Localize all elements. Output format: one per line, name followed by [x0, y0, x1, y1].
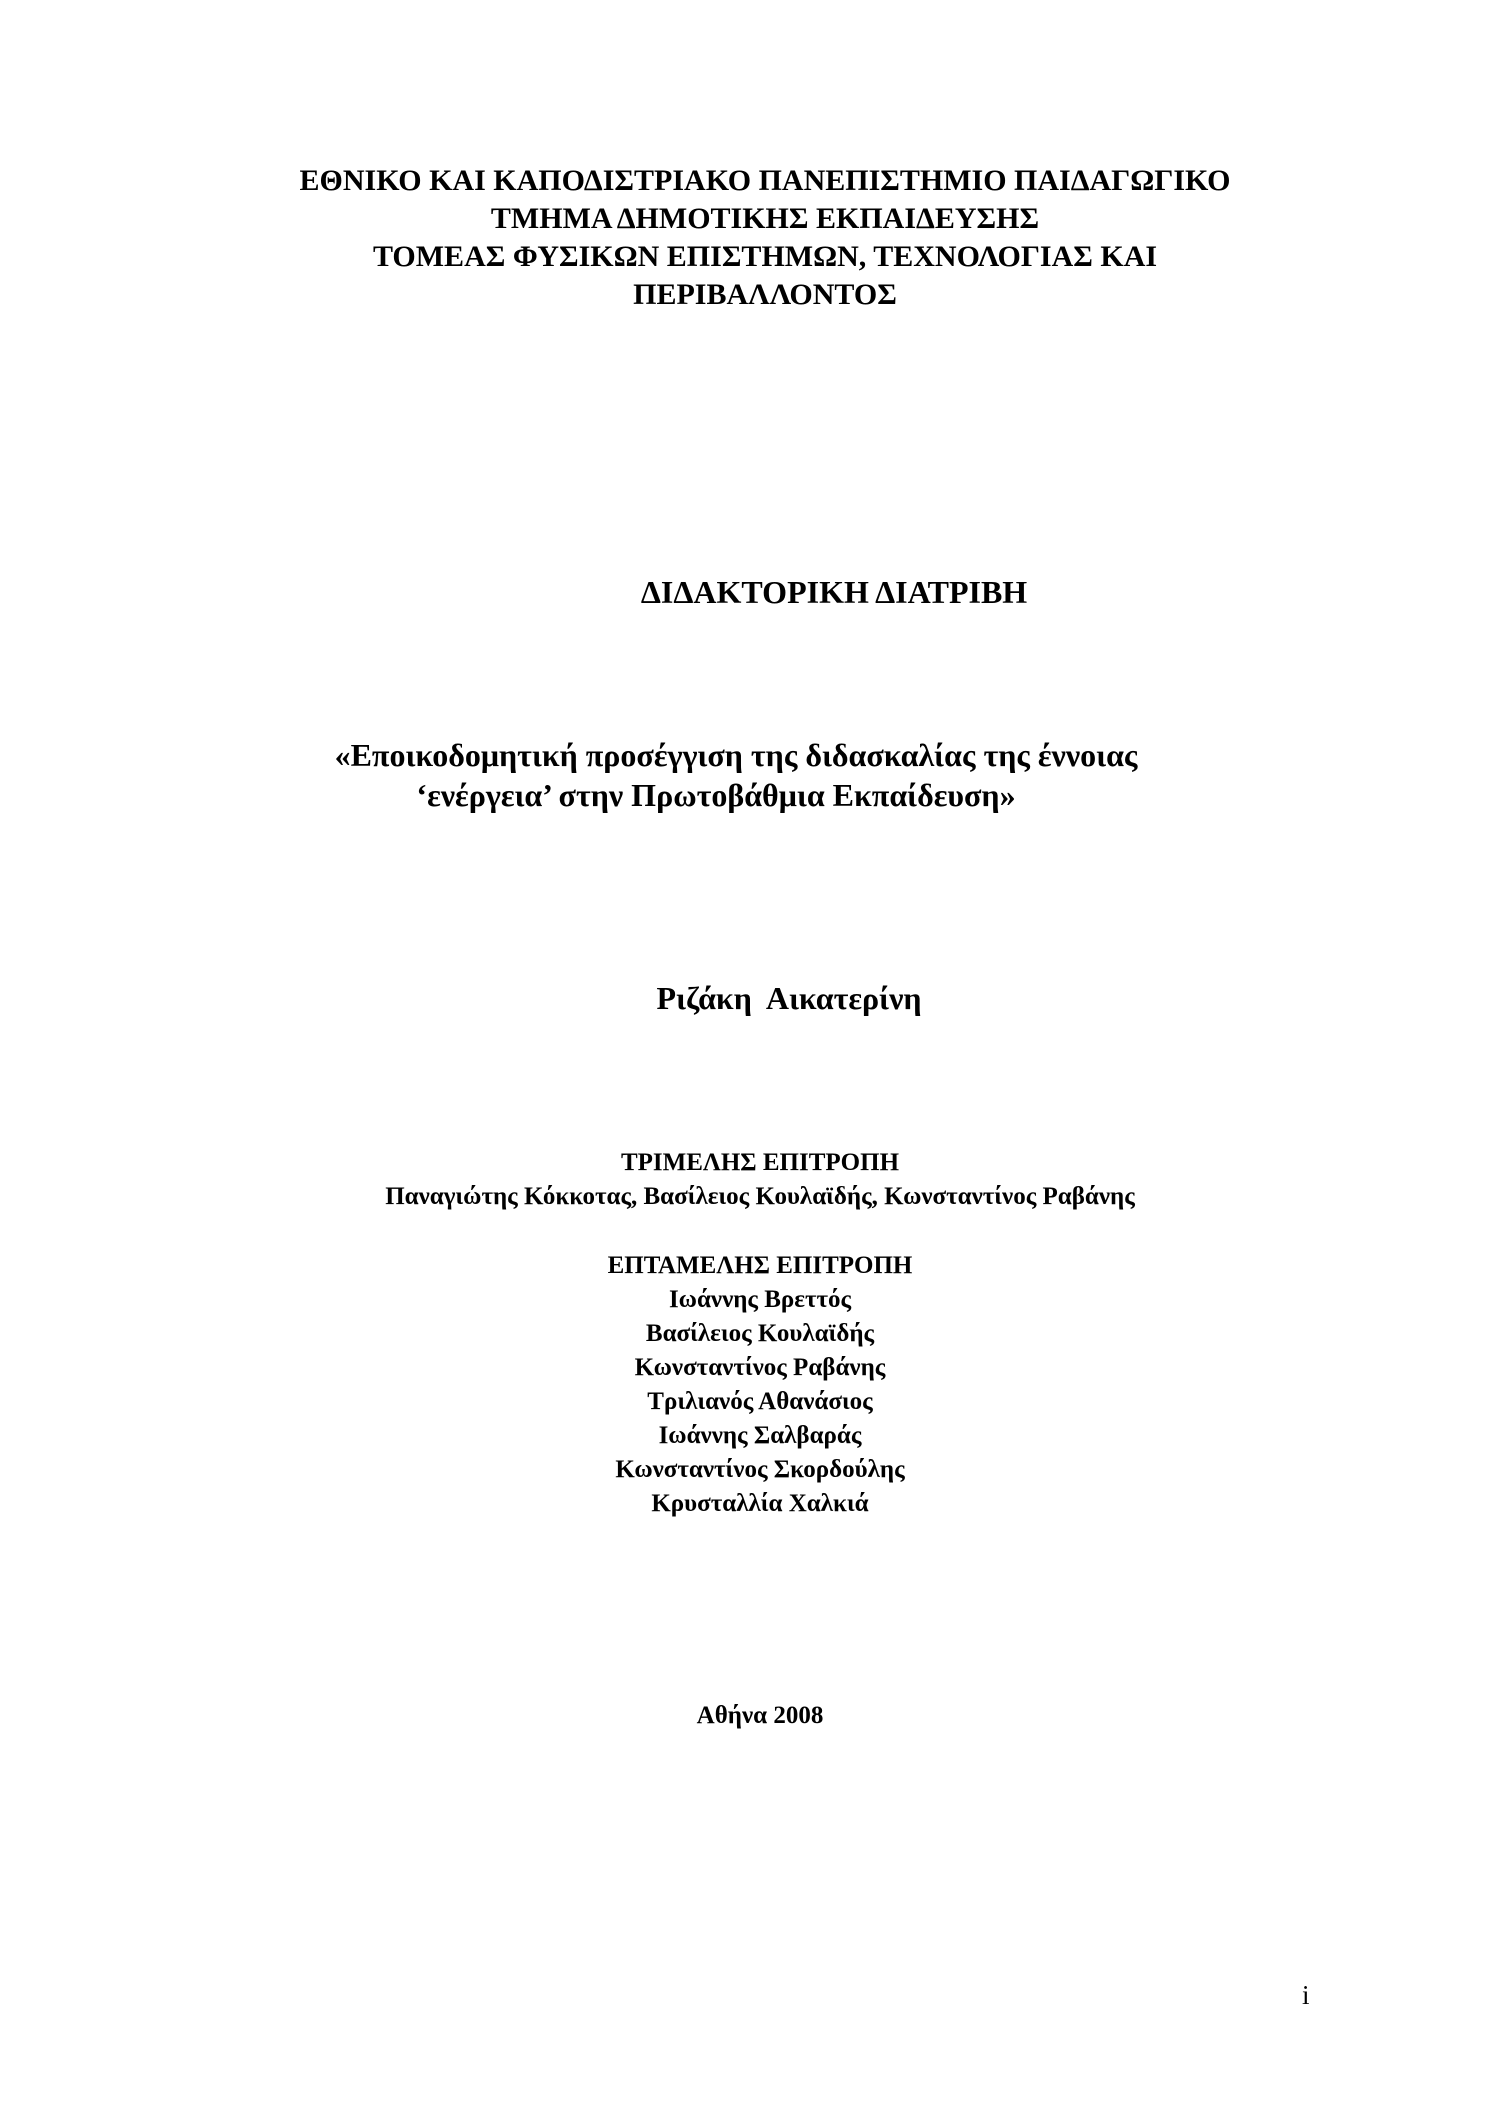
institution-header	[0, 162, 1489, 314]
committee-member: Ιωάννης Σαλβαράς	[658, 1422, 862, 1449]
author-name	[0, 978, 1489, 1018]
header-line-sector: ΤΟΜΕΑΣ ΦΥΣΙΚΩΝ ΕΠΙΣΤΗΜΩΝ, ΤΕΧΝΟΛΟΓΙΑΣ ΚΑΙ	[372, 240, 1158, 273]
thesis-type	[14, 573, 1489, 611]
header-line-sector-continued: ΠΕΡΙΒΑΛΛΟΝΤΟΣ	[633, 278, 897, 311]
committee-member: Τριλιανός Αθανάσιος	[647, 1388, 873, 1415]
three-member-committee-heading: ΤΡΙΜΕΛΗΣ ΕΠΙΤΡΟΠΗ	[620, 1149, 900, 1176]
header-line-department: ΤΜΗΜΑ ΔΗΜΟΤΙΚΗΣ ΕΚΠΑΙΔΕΥΣΗΣ	[490, 202, 1040, 235]
thesis-title	[0, 735, 1472, 815]
author-line	[0, 978, 1489, 1018]
author-given-name: Αικατερίνη	[765, 980, 922, 1016]
place-and-date	[0, 1700, 1489, 1732]
page-number: i	[1302, 1980, 1310, 2010]
three-member-committee-members: Παναγιώτης Κόκκοτας, Βασίλειος Κουλαϊδής, Κωνσταντίνος Ραβάνης	[385, 1183, 1135, 1210]
thesis-title-line-2: ‘ενέργεια’ στην Πρωτοβάθμια Εκπαίδευση»	[416, 777, 1016, 813]
committee-member: Βασίλειος Κουλαϊδής	[645, 1320, 875, 1347]
committee-member: Κωνσταντίνος Σκορδούλης	[615, 1456, 905, 1483]
committee-member: Ιωάννης Βρεττός	[668, 1286, 852, 1313]
committee-member: Κωνσταντίνος Ραβάνης	[634, 1354, 886, 1381]
three-member-committee	[0, 1146, 1489, 1214]
seven-member-committee-heading: ΕΠΤΑΜΕΛΗΣ ΕΠΙΤΡΟΠΗ	[607, 1252, 913, 1279]
committee-member: Κρυσταλλία Χαλκιά	[651, 1490, 869, 1517]
thesis-type-label: ΔΙΔΑΚΤΟΡΙΚΗ ΔΙΑΤΡΙΒΗ	[640, 574, 1028, 610]
thesis-title-line-1: «Εποικοδομητική προσέγγιση της διδασκαλίας της έννοιας	[334, 737, 1138, 773]
seven-member-committee	[0, 1249, 1489, 1521]
header-line-university: ΕΘΝΙΚΟ ΚΑΙ ΚΑΠΟΔΙΣΤΡΙΑΚΟ ΠΑΝΕΠΙΣΤΗΜΙΟ ΠΑΙΔΑΓΩΓΙΚΟ	[299, 164, 1231, 197]
author-surname: Ριζάκη	[656, 980, 752, 1016]
place-date-text: Αθήνα 2008	[696, 1702, 824, 1729]
